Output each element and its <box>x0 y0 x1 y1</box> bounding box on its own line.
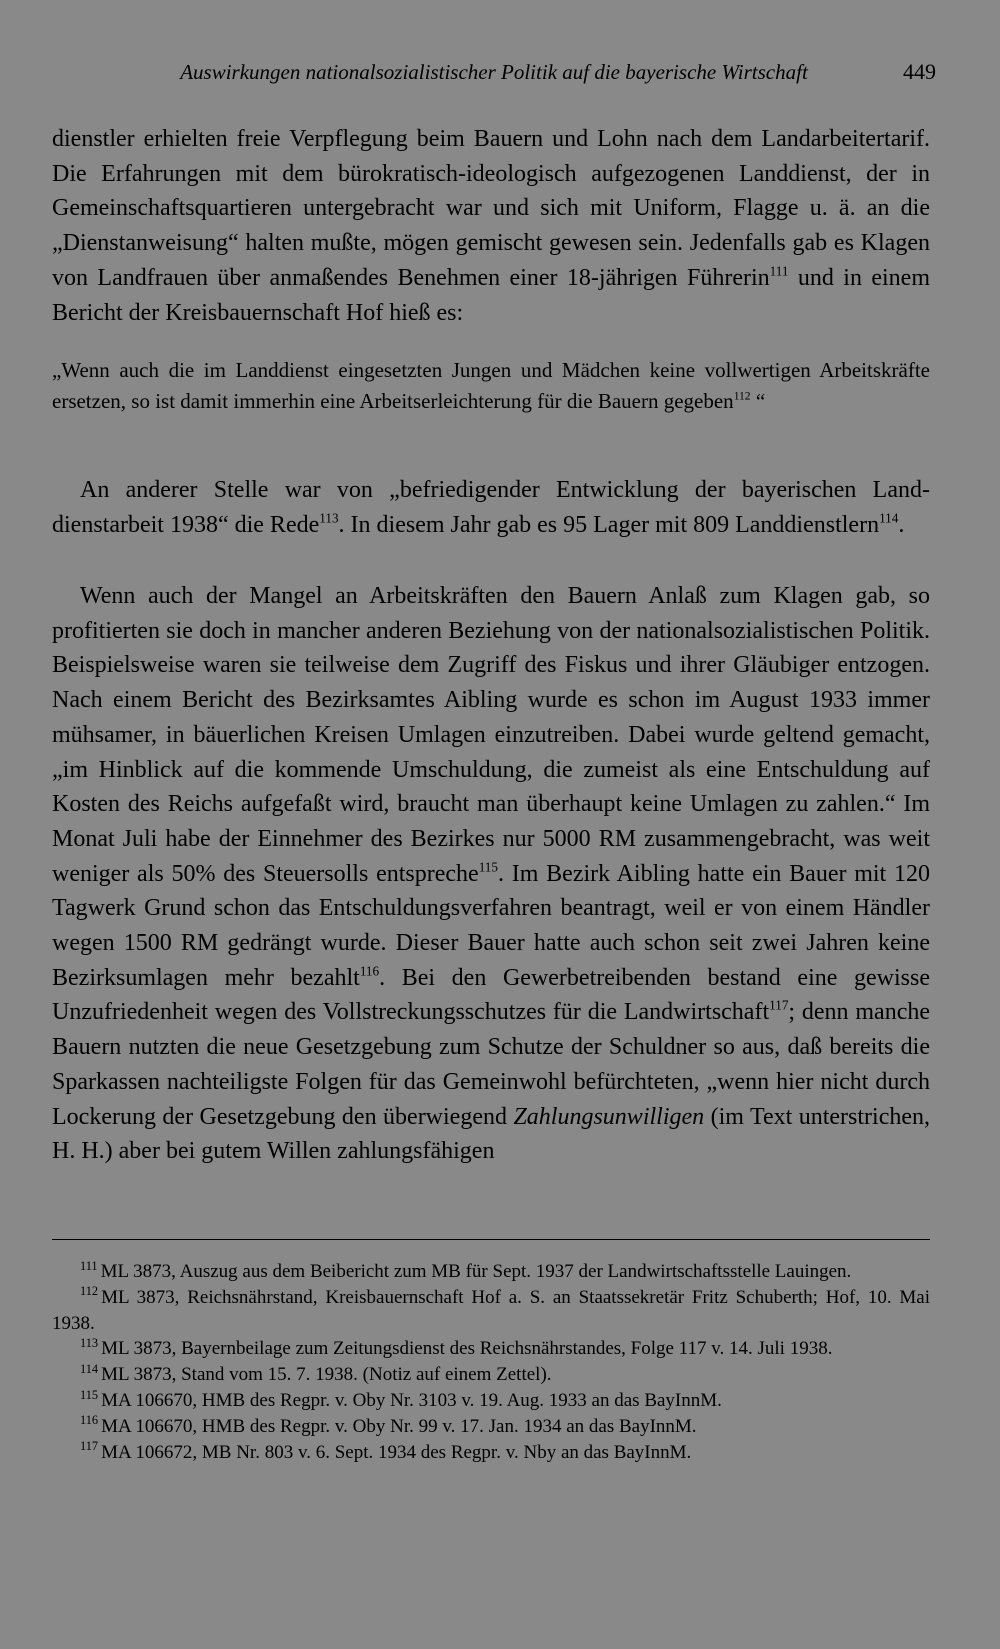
footnote-ref-113[interactable]: 113 <box>319 510 339 526</box>
footnote-text: ML 3873, Reichsnährstand, Kreisbauernschaft Hof a. S. an Staatssekretär Fritz Schuberth; Hof, 10. Mai 1938. <box>52 1286 930 1334</box>
footnote-number: 116 <box>80 1413 99 1428</box>
block-quote <box>52 355 930 417</box>
quote-text-a: „Wenn auch die im Landdienst eingesetzten Jungen und Mädchen keine vollwertigen Arbeitskräfte ersetzen, so ist damit immerhin eine Arbeitserleichterung für die Bauern gegeben <box>52 358 930 414</box>
footnote-text: ML 3873, Auszug aus dem Beibericht zum MB für Sept. 1937 der Landwirtschaftsstelle Lauingen. <box>100 1261 852 1282</box>
footnote <box>52 1388 930 1414</box>
footnote <box>52 1259 930 1285</box>
footnote-text: MA 106672, MB Nr. 803 v. 6. Sept. 1934 des Regpr. v. Nby an das BayInnM. <box>101 1441 692 1463</box>
footnote <box>52 1285 930 1337</box>
footnote <box>52 1440 930 1466</box>
paragraph-3 <box>52 579 930 1169</box>
paragraph-2-text-b: . In diesem Jahr gab es 95 Lager mit 809 Landdienstlern <box>338 511 880 538</box>
footnote-number: 113 <box>80 1335 99 1350</box>
footnote <box>52 1336 930 1362</box>
footnote-text: MA 106670, HMB des Regpr. v. Oby Nr. 99 v. 17. Jan. 1934 an das BayInnM. <box>101 1415 697 1437</box>
running-title: Auswirkungen nationalsozialistischer Politik auf die bayerische Wirtschaft <box>180 60 808 84</box>
footnote-number: 111 <box>80 1258 98 1273</box>
footnote-number: 117 <box>80 1439 99 1454</box>
paragraph-2-text-c: . <box>898 511 905 538</box>
footnote-ref-112[interactable]: 112 <box>733 390 751 403</box>
paragraph-3-text-d: ; denn manche Bauern nutzten die neue Gesetzgebung zum Schutze der Schuldner so aus, daß bereits die Sparkassen nachteiligste Folgen für das Gemeinwohl befürchteten, „wenn hier nicht durch Lockerung der Gesetzgebung den überwiegend <box>52 999 930 1130</box>
footnote-ref-114[interactable]: 114 <box>879 510 899 526</box>
paragraph-1-text-a: dienstler erhielten freie Verpflegung beim Bauern und Lohn nach dem Landarbeitertarif. Die Erfahrungen mit dem bürokratisch-ideologisch aufgezogenen Landdienst, der in Gemeinschaftsquartieren untergebracht war und sich mit Uniform, Flagge u. ä. an die „Dienstanweisung“ halten mußte, mögen gemischt gewesen sein. Jedenfalls gab es Klagen von Landfrauen über anmaßendes Benehmen einer 18-jährigen Führerin <box>52 126 930 291</box>
footnote <box>52 1414 930 1440</box>
footnote-text: MA 106670, HMB des Regpr. v. Oby Nr. 3103 v. 19. Aug. 1933 an das BayInnM. <box>101 1389 722 1411</box>
footnote-text: ML 3873, Bayernbeilage zum Zeitungsdienst des Reichsnährstandes, Folge 117 v. 14. Juli 1938. <box>101 1338 833 1360</box>
paragraph-1-text-b: und in einem Bericht der Kreisbauernschaft Hof hieß es: <box>52 264 930 326</box>
paragraph-2-text-a: An anderer Stelle war von „befriedigender Entwicklung der bayerischen Landdienstarbeit 1938“ die Rede <box>52 477 930 538</box>
footnote-ref-117[interactable]: 117 <box>769 997 789 1013</box>
footnotes <box>52 1259 930 1465</box>
footnote-number: 115 <box>80 1387 99 1402</box>
paragraph-1 <box>52 122 930 330</box>
footnote-ref-115[interactable]: 115 <box>478 859 498 875</box>
footnote-ref-111[interactable]: 111 <box>769 263 789 279</box>
paragraph-3-text-c: . Bei den Gewerbetreibenden bestand eine gewisse Unzufriedenheit wegen des Vollstreckungsschutzes für die Landwirtschaft <box>52 964 930 1026</box>
footnote-text: ML 3873, Stand vom 15. 7. 1938. (Notiz auf einem Zettel). <box>101 1364 552 1386</box>
paragraph-3-italic: Zahlungsunwilligen <box>513 1103 705 1130</box>
paragraph-3-text-b: . Im Bezirk Aibling hatte ein Bauer mit 120 Tagwerk Grund schon das Entschuldungsverfahren beantragt, weil er von einem Händler wegen 1500 RM gedrängt wurde. Dieser Bauer hatte auch schon seit zwei Jahren keine Bezirksumlagen mehr bezahlt <box>52 860 930 991</box>
footnote-divider <box>52 1239 930 1240</box>
footnote <box>52 1362 930 1388</box>
paragraph-3-text-a: Wenn auch der Mangel an Arbeitskräften den Bauern Anlaß zum Klagen gab, so profitierten sie doch in mancher anderen Beziehung von der nationalsozialistischen Politik. Beispielsweise waren sie teilweise dem Zugriff des Fiskus und ihrer Gläubiger entzogen. Nach einem Bericht des Bezirksamtes Aibling wurde es schon im August 1933 immer mühsamer, in bäuerlichen Kreisen Umlagen einzutreiben. Dabei wurde geltend gemacht, „im Hinblick auf die kommende Umschuldung, die zumeist als eine Entschuldung auf Kosten des Reichs aufgefaßt wird, braucht man überhaupt keine Umlagen zu zahlen.“ Im Monat Juli habe der Einnehmer des Bezirkes nur 5000 RM zusammengebracht, was weit weniger als 50% des Steuersolls entspreche <box>52 583 930 887</box>
page-number: 449 <box>903 59 936 84</box>
footnote-number: 114 <box>80 1361 99 1376</box>
paragraph-2 <box>52 473 930 542</box>
quote-text-b: “ <box>750 389 766 414</box>
footnote-ref-116[interactable]: 116 <box>359 963 380 979</box>
footnote-number: 112 <box>80 1284 99 1299</box>
paragraph-3-text-e: (im Text unterstrichen, H. H.) aber bei gutem Willen zahlungsfähigen <box>52 1103 931 1165</box>
